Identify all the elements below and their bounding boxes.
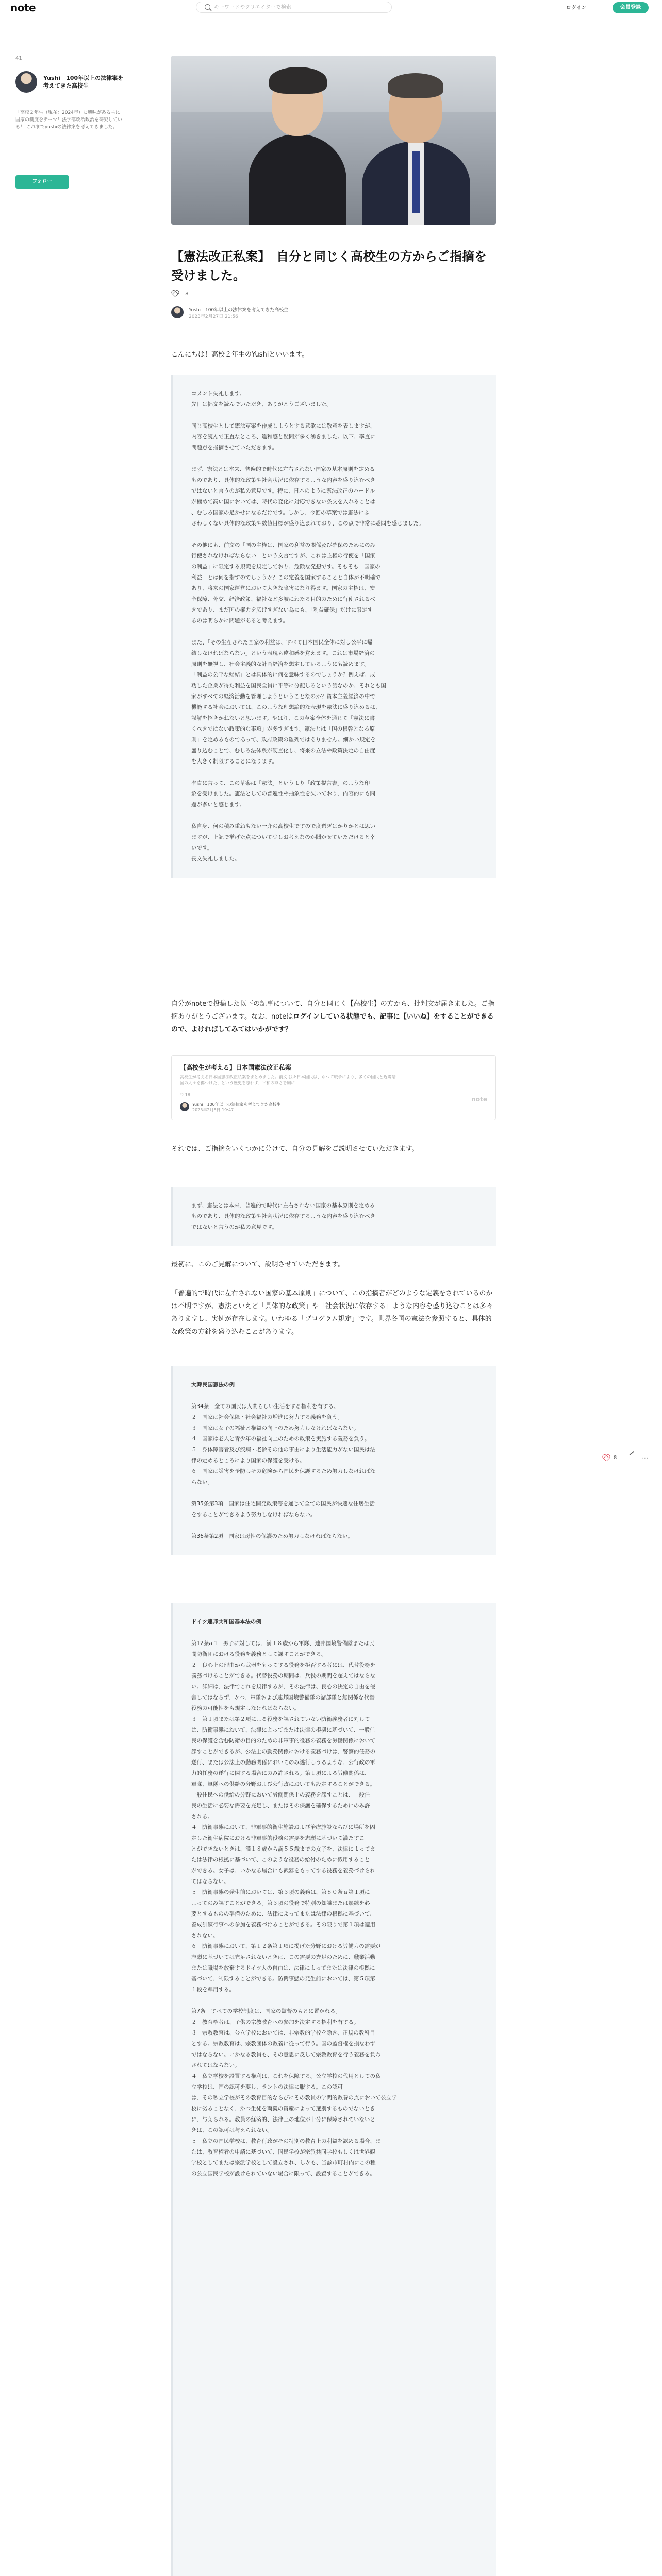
quote-line: 第12条a 1 男子に対しては、満１８歳から軍隊、連邦国境警備隊または民	[191, 1640, 375, 1647]
quote-line	[191, 453, 477, 464]
embedded-article-card[interactable]	[171, 1055, 496, 1120]
floating-actions	[602, 1453, 659, 1464]
quote-line: ４ 私立学校を設置する権利は、これを保障する。公立学校の代用としての私	[191, 2073, 381, 2079]
search-input[interactable]	[214, 3, 384, 11]
quote-line	[191, 810, 477, 821]
article-author-name[interactable]: Yushi 100年以上の法律案を考えてきた高校生	[189, 308, 289, 313]
quote-line: らない。	[191, 1479, 213, 1485]
author-bio: 「高校２年生（現在：2024年）に興味がある主に国家の制度をテーマ！法学部政治政治を研究している！ これまでyushiの法律案を考えてきました。	[15, 110, 123, 130]
hero-person-left	[249, 71, 346, 225]
embed-author-avatar	[180, 1102, 189, 1111]
quote-line: 民の保護を含む防衛の目的のための非軍事的役務の義務を労働関係において	[191, 1738, 375, 1744]
floating-heart-icon[interactable]	[602, 1455, 609, 1462]
paragraph-first-point: 最初に、このご見解について、説明させていただきます。	[171, 1261, 345, 1268]
login-link[interactable]: ログイン	[566, 5, 587, 11]
quote-line: ６ 国家は災害を予防しその危険から国民を保護するため努力しなければな	[191, 1468, 375, 1475]
quote-line: 結しなければならない」という表現も違和感を覚えます。これは市場経済の	[191, 650, 375, 656]
quote-line: される。	[191, 1814, 213, 1820]
quote-line	[191, 529, 477, 540]
quote-line: 象を受けました。憲法としての普遍性や抽象性を欠いており、内容的にも問	[191, 791, 375, 797]
quote-line: その他にも、前文の「国の主権は、国家の利益の関係及び確保のためにのみ	[191, 542, 375, 548]
quote-line: 率直に言って、この草案は「憲法」というより「政策提言書」のような印	[191, 780, 370, 786]
quote-line: 志願に基づいては充足されないときは、この需要の充足のために、職業活動	[191, 1954, 375, 1960]
floating-like-count: 8	[614, 1455, 617, 1461]
search-box[interactable]	[196, 2, 392, 13]
quote-line: きであり、まだ国の権力を広げすぎない為にも、「利益確保」だけに限定す	[191, 607, 373, 613]
quote-korea-body	[191, 1401, 477, 1542]
article-hero-image	[171, 56, 496, 225]
like-count: 8	[185, 291, 189, 297]
quote-line: 要とするものの準備のために、法律によってまたは法律の根拠に基づいて、	[191, 1911, 375, 1917]
more-icon[interactable]: ···	[641, 1454, 649, 1462]
quote-line: の利益」に限定する規範を規定しており、危険な発想です。そもそも「国家の	[191, 564, 380, 570]
quote-line: きは、この認可は与えられない。	[191, 2127, 273, 2133]
quote-line: 立学校は、国の認可を要し、ラントの法律に服する。この認可	[191, 2084, 343, 2090]
quote-line: 行使されなければならない」という文言ですが、これは主権の行使を「国家	[191, 553, 375, 559]
quote-line: 第7条 すべての学校制度は、国家の監督のもとに置かれる。	[191, 2008, 341, 2014]
quote-line: ものであり、具体的な政策や社会状況に依存するような内容を盛り込むべき	[191, 477, 375, 483]
quote-line: 利益」とは何を指すのでしょうか？この定義を国家することと自体が不明確で	[191, 574, 381, 581]
quote-line: 「利益の公平な帰結」とは具体的に何を意味するのでしょうか？例えば、成	[191, 672, 375, 678]
quote-line: されない。	[191, 1933, 219, 1939]
quote-line: 定した衛生病院における非軍事的役務の需要を志願に基づいて満たすこ	[191, 1835, 365, 1841]
quote-line: コメント失礼します。	[191, 391, 245, 397]
search-icon	[205, 4, 210, 10]
quote-line: まず、憲法とは本来、普遍的で時代に左右されない国家の基本原則を定める	[191, 466, 375, 472]
embed-author: Yushi 100年以上の法律案を考えてきた高校生	[192, 1102, 281, 1107]
quote-line: に、与えられる。教員の経済的、法律上の地位が十分に保障されていないと	[191, 2116, 375, 2123]
note-logo[interactable]: note	[10, 2, 36, 14]
embed-title[interactable]: 【高校生が考える】日本国憲法改正私案	[180, 1064, 292, 1071]
embed-date: 2023年2月8日 19:47	[192, 1108, 234, 1112]
quote-line: くべきではない政策的な事項」が多すぎます。憲法とは「国の根幹となる原	[191, 726, 375, 732]
quote-line: ２ 教育権者は、子供の宗教教育への参加を決定する権利を有する。	[191, 2019, 359, 2025]
quote-line: 養成訓練行事への参加を義務づけることができる。その限りで第１項は適用	[191, 1922, 375, 1928]
top-bar	[0, 0, 662, 15]
quote-line: 盛り込むことで、むしろ法体系が硬直化し、将来の立法や政策決定の自由度	[191, 748, 375, 754]
quote-line	[191, 1488, 477, 1499]
quote-line: てはならない。	[191, 1878, 229, 1885]
quote-line: あり、将来の国家運営において大きな障害になり得ます。国家の主権は、安	[191, 585, 375, 591]
quote-line: 一般住民への供給の分野において労働関係上の義務を課すことは、一般住	[191, 1792, 370, 1798]
paragraph-explain: それでは、ご指摘をいくつかに分けて、自分の見解をご説明させていただきます。	[171, 1145, 419, 1153]
quote-line: ２ 良心上の理由から武器をもってする役務を拒否する者には、代替役務を	[191, 1662, 375, 1668]
quote-line: たは法律の根拠に基づいて、このような役務の給付のために徴用すること	[191, 1857, 370, 1863]
quote-line: い。詳細は、法律でこれを規律するが、その法律は、良心の決定の自由を侵	[191, 1684, 375, 1690]
quote-line	[191, 410, 477, 421]
quote-line: 内容を読んで正直なところ、違和感と疑問が多く湧きました。以下、率直に	[191, 434, 375, 440]
quote-line: または職場を放棄するドイツ人の自由は、法律によってまたは法律の根拠に	[191, 1965, 375, 1971]
quote-line: さわしくない具体的な政策や数値目標が盛り込まれており、この点で非常に疑問を感じました。	[191, 520, 424, 527]
quote-line: ではないと言うのが私の意見です。	[191, 1224, 278, 1230]
follow-button[interactable]: フォロー	[15, 175, 69, 189]
quote-line: 義務づけることができる。代替役務の期間は、兵役の期間を超えてはならな	[191, 1673, 375, 1679]
quote-line: まず、憲法とは本来、普遍的で時代に左右されない国家の基本原則を定める	[191, 1202, 375, 1209]
quote-line: たは、教育権者の申請に基づいて、国民学校が宗派共同学校もしくは世界観	[191, 2149, 375, 2155]
quote-line: ではないと言うのが私の意見です。特に、日本のように憲法改正のハードル	[191, 488, 375, 494]
quote-line: 題が多いと感じます。	[191, 802, 245, 808]
quote-line: 校に劣ることなく、かつ生徒を両親の資産によって選別するものでないとき	[191, 2106, 375, 2112]
quote-line: 役務の可能性をも規定しなければならない。	[191, 1705, 300, 1711]
signup-button[interactable]: 会員登録	[613, 2, 649, 13]
quote-line: とができないときは、満１８歳から満５５歳までの女子を、法律によってま	[191, 1846, 375, 1852]
quote-line: 全保障、外交、経済政策、福祉など多岐にわたる目的のために行使されるべ	[191, 596, 375, 602]
quote-excerpt-body	[191, 1200, 477, 1233]
quote-line: されてはならない。	[191, 2062, 240, 2069]
paragraph-response-intro-a: 自分がnoteで投稿した以下の記事について、自分と同じく【高校生】の方から、批判文が届きました。ご指摘ありがとうございます。なお、noteは	[171, 1000, 494, 1021]
quote-line: とする。宗教教育は、宗教団体の教義に従って行う。国の監督権を損なわず	[191, 2041, 375, 2047]
like-area[interactable]	[171, 289, 188, 299]
quote-line: ができる。女子は、いかなる場合にも武器をもってする役務を義務づけられ	[191, 1868, 375, 1874]
quote-line: 課すことができるが、公法上の勤務関係における義務づけは、警察的任務の	[191, 1749, 375, 1755]
quote-line: 第36条第2項 国家は母性の保護のため努力しなければならない。	[191, 1533, 354, 1539]
quote-german-basic-law	[171, 1603, 496, 2576]
quote-line: ３ 宗教教育は、公立学校においては、非宗教的学校を除き、正規の教科目	[191, 2030, 375, 2036]
quote-line: 学校としてまたは宗派学校として設立され、しかも、当該市町村内にこの種	[191, 2160, 376, 2166]
quote-line: 基づいて、制限することができる。防衛事態の発生前においては、第５項第	[191, 1976, 375, 1982]
quote-line: 功した企業が得た利益を国民全員に平等に分配しろという話なのか、それとも国	[191, 683, 386, 689]
profile-count: 41	[15, 56, 22, 61]
quote-line: 問題点を指摘させていただきます。	[191, 445, 278, 451]
quote-line	[191, 1995, 477, 2006]
quote-line: ５ 私立の国民学校は、教育行政がその特別の教育上の利益を認める場合、ま	[191, 2138, 381, 2144]
quote-line: 間防衛団における役務を義務として課すことができる。	[191, 1651, 327, 1657]
quote-german-body	[191, 1638, 477, 2179]
quote-line: ３ 第１項または第２項による役務を課されていない防衛義務者に対して	[191, 1716, 370, 1722]
quote-line: ２ 国家は社会保障・社会福祉の増進に努力する義務を負う。	[191, 1414, 343, 1420]
author-avatar[interactable]	[15, 71, 37, 93]
quote-line: 機能する社会においては、このような理想論的な表現を憲法に盛り込めるは、	[191, 704, 381, 710]
quote-line: ５ 防衛事態の発生前においては、第３項の義務は、第８０条ａ第１項に	[191, 1889, 370, 1895]
quote-line: 害してはならず、かつ、軍隊および連邦国境警備隊の諸部隊と無関係な代替	[191, 1694, 375, 1701]
quote-line: ３ 国家は女子の福祉と権益の向上のため努力しなければならない。	[191, 1425, 359, 1431]
quote-criticism	[171, 375, 496, 878]
quote-line: 力的任務の遂行に関する場合にのみ許される。第１項による労働関係は、	[191, 1770, 370, 1776]
share-icon[interactable]	[626, 1454, 633, 1461]
quote-line: 私自身、何の積み重ねもない一介の高校生ですので度過ぎはかりかとは思い	[191, 823, 375, 829]
quote-line: が極めて高い国においては、時代の変化に対応できない条文を入れることは	[191, 499, 375, 505]
quote-line	[191, 1520, 477, 1531]
quote-line: は、防衛事態において、法律によってまたは法律の根拠に基づいて、一般住	[191, 1727, 375, 1733]
quote-criticism-body	[191, 388, 477, 865]
quote-line: ４ 国家は老人と青少年の福祉向上のための政策を実施する義務を負う。	[191, 1436, 370, 1442]
korea-constitution-title: 大韓民国憲法の例	[191, 1382, 235, 1388]
quote-line: ５ 身体障害者及び疾病・老齢その他の事由により生活能力がない国民は法	[191, 1447, 375, 1453]
quote-line: １段を準用する。	[191, 1987, 235, 1993]
quote-excerpt	[171, 1187, 496, 1246]
embed-note-logo: note	[471, 1096, 487, 1103]
quote-line: 原則を無視し、社会主義的な計画経済を想定しているようにも読めます。	[191, 661, 370, 667]
quote-line: をすることができるよう努力しなければならない。	[191, 1512, 316, 1518]
quote-line: るのは明らかに問題があると考えます。	[191, 618, 289, 624]
author-mini-avatar[interactable]	[171, 306, 184, 318]
quote-line: よってのみ課すことができる。第３項の役務で特別の知識または熟練を必	[191, 1900, 370, 1906]
quote-line: 誤解を招きかねないと思います。やはり、この草案全体を通じて「憲法に書	[191, 715, 375, 721]
hero-person-right	[362, 76, 470, 225]
quote-line: 律の定めるところにより国家の保護を受ける。	[191, 1458, 305, 1464]
quote-line: 、むしろ国家の足かせになるだけです。しかし、今回の草案では憲法にふ	[191, 510, 370, 516]
paragraph-response-intro	[171, 997, 496, 1036]
paragraph-response-intro-b: ログインしている状態でも、記事に【いいね】をすることができるので、よければしてみてはいかがです？	[171, 1013, 494, 1033]
intro-paragraph: こんにちは！高校２年生のYushiといいます。	[171, 351, 309, 359]
quote-line: 長文失礼しました。	[191, 856, 240, 862]
quote-line: 第34条 全ての国民は人間らしい生活をする権利を有する。	[191, 1403, 339, 1410]
paragraph-program-provision: 「普遍的で時代に左右されない国家の基本原則」について、この指摘者がどのような定義をされているのかは不明ですが、憲法といえど「具体的な政策」や「社会状況に依存する」ような内容を盛り込むことは多々ありますし、実例が存在します。いわゆる「プログラム規定」です。世界各国の憲法を参照すると、具体的な政策の方針を盛り込むことがあります。	[171, 1290, 493, 1336]
quote-line: ４ 防衛事態において、非軍事的衛生施設および治療施設ならびに場所を固	[191, 1824, 375, 1831]
quote-line: 同じ高校生として憲法草案を作成しようとする意欲には敬意を表しますが、	[191, 423, 375, 429]
quote-line: また、「その生産された国家の利益は、すべて日本国民全体に対し公平に帰	[191, 639, 373, 646]
quote-korea-constitution	[171, 1366, 496, 1555]
quote-line: ６ 防衛事態において、第１２条第１項に掲げた分野における労働力の需要が	[191, 1943, 381, 1950]
quote-line: 先日は拙文を読んでいただき、ありがとうございました。	[191, 401, 332, 408]
quote-line: いです。	[191, 845, 213, 851]
embed-likes: ♡ 16	[180, 1093, 190, 1097]
quote-line: の公立国民学校が設けられていない場合に限って、設置することができる。	[191, 2171, 375, 2177]
quote-line: 家がすべての経済活動を管理しようということなのか？資本主義経済の中で	[191, 693, 375, 700]
quote-line	[191, 626, 477, 637]
quote-line: 則」を定めるものであって、政府政策の羅列ではありません。細かい規定を	[191, 737, 376, 743]
quote-line: を大きく制限することになります。	[191, 758, 278, 765]
embed-excerpt: 高校生が考える日本国憲法改正私案をまとめました。前文 我々日本国民は、かつて戦争により、多くの国民と近隣諸国の人々を傷つけた、という歴史を忘れず、平和の尊さを胸に……	[180, 1075, 396, 1086]
quote-line: ものであり、具体的な政策や社会状況に依存するような内容を盛り込むべき	[191, 1213, 375, 1219]
article-title: 【憲法改正私案】 自分と同じく高校生の方からご指摘を受けました。	[171, 249, 487, 283]
german-basic-law-title: ドイツ連邦共和国基本法の例	[191, 1619, 261, 1625]
quote-line: ますが、上記で挙げた点について少しお考えなのか聞かせていただけると幸	[191, 834, 375, 840]
article-date: 2023年2月27日 21:56	[189, 314, 238, 319]
author-name[interactable]: Yushi 100年以上の法律案を考えてきた高校生	[43, 75, 124, 89]
quote-line: 軍隊、軍隊への供給の分野および公行政においても設定することができる。	[191, 1781, 375, 1787]
quote-line: 民の生活に必要な需要を充足し、またはその保護を確保するためにのみ許	[191, 1803, 370, 1809]
quote-line	[191, 767, 477, 778]
quote-line: は、その私立学校がその教育目的ならびにその教員の学問的教養の点において公立学	[191, 2095, 397, 2101]
quote-line: ではならない。いかなる教員も、その意思に反して宗教教育を行う義務を負わ	[191, 2052, 381, 2058]
quote-line: 第35条第3項 国家は住宅開発政策等を通じて全ての国民が快適な住居生活	[191, 1501, 375, 1507]
heart-icon[interactable]	[171, 291, 178, 297]
quote-line: 遂行、または公法上の勤務関係においてのみ遂行しうるような、公行政の軍	[191, 1759, 375, 1766]
